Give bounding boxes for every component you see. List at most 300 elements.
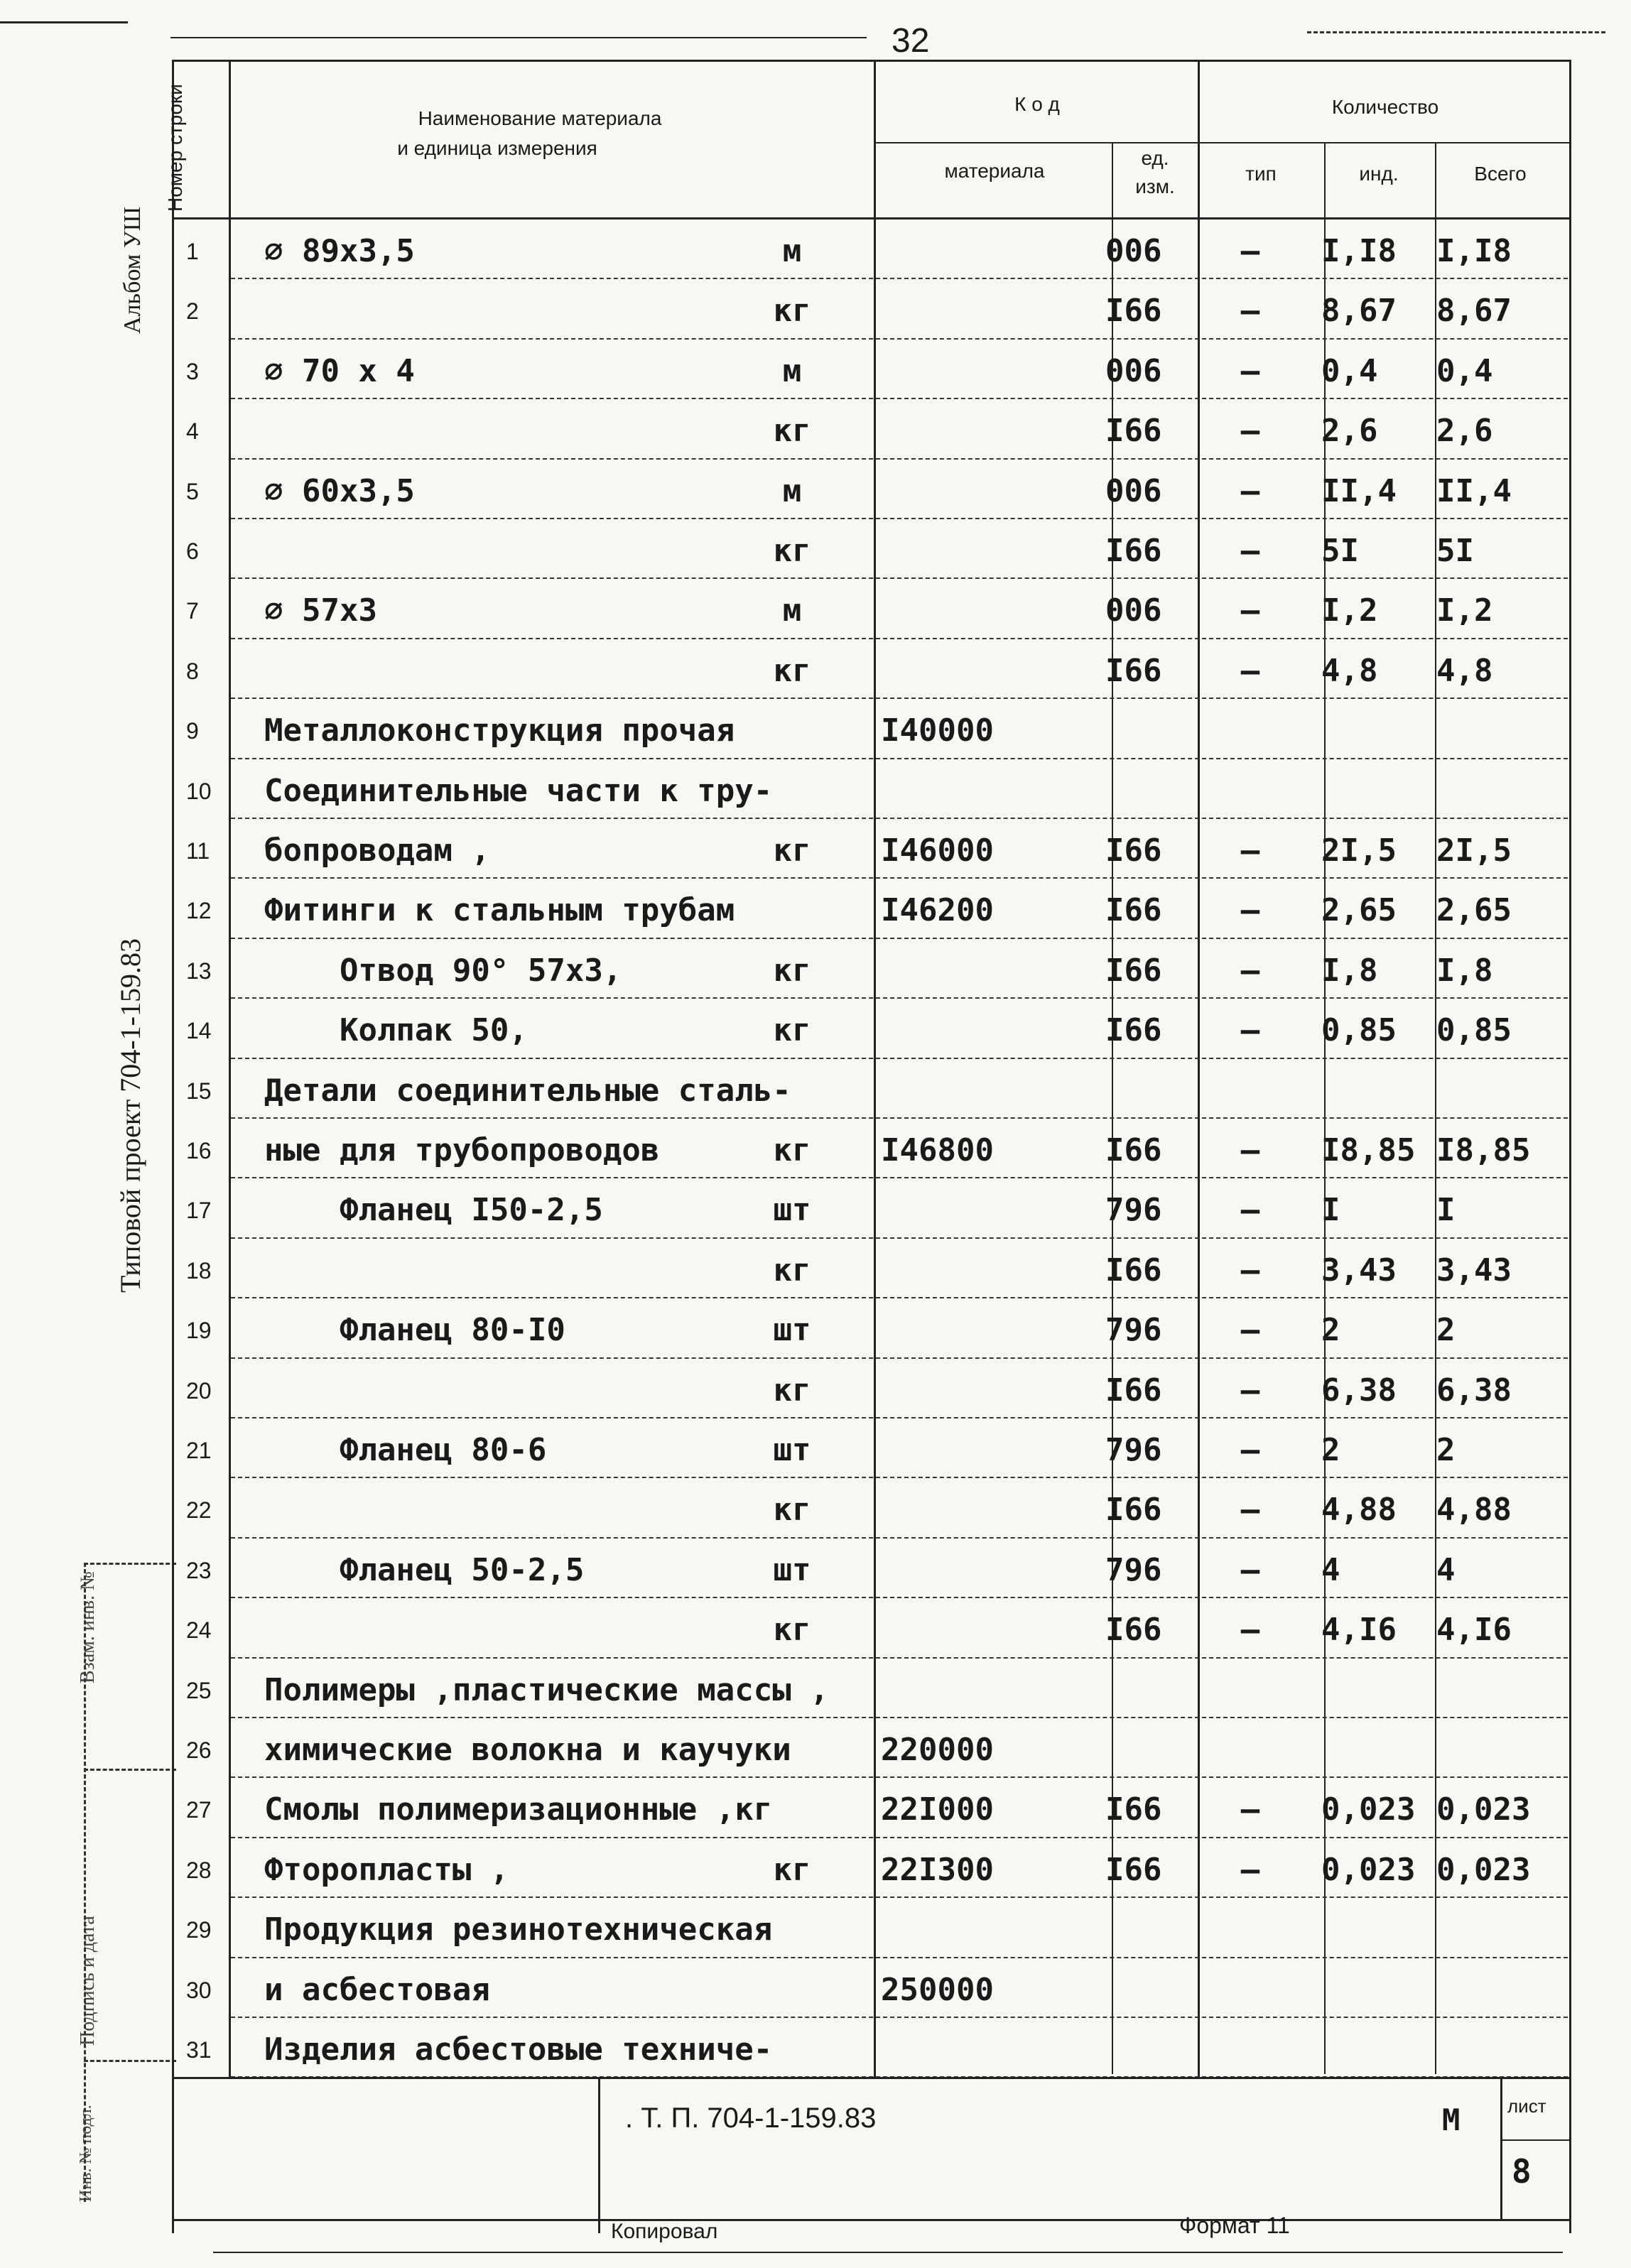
row-number-cell: 18 xyxy=(186,1257,212,1284)
unit-code-cell: 796 xyxy=(1105,1192,1162,1229)
qty-single-cell: 6,38 xyxy=(1321,1372,1397,1409)
material-code-cell xyxy=(881,1239,1037,1302)
side-cell-1: Взам. инв. № xyxy=(77,1571,99,1683)
material-name-cell: ⌀ 70 x 4 xyxy=(264,352,415,389)
unit-cell xyxy=(753,1659,831,1722)
unit-code-cell: I66 xyxy=(1105,952,1162,989)
material-code-cell: I46000 xyxy=(881,832,994,869)
album-label: Альбом УШ xyxy=(119,206,146,334)
qty-total-cell: I8,85 xyxy=(1436,1132,1531,1168)
qty-single-cell xyxy=(1321,700,1414,762)
qty-type-cell xyxy=(1193,760,1307,823)
top-mark-left xyxy=(0,21,128,23)
project-label: Типовой проект 704-1-159.83 xyxy=(114,938,146,1293)
table-row xyxy=(0,280,1631,342)
table-row xyxy=(0,400,1631,462)
page-number: 32 xyxy=(892,22,930,60)
table-row xyxy=(0,700,1631,762)
material-code-cell: I46200 xyxy=(881,892,994,929)
unit-code-cell xyxy=(1105,760,1191,823)
qty-single-cell: 2,65 xyxy=(1321,892,1397,929)
unit-code-cell: I66 xyxy=(1105,533,1162,569)
header-mid xyxy=(874,142,1571,143)
unit-code-cell xyxy=(1105,1719,1191,1781)
unit-cell: шт xyxy=(773,1312,811,1349)
unit-code-cell xyxy=(1105,1959,1191,2022)
unit-code-cell xyxy=(1105,1899,1191,1961)
qty-single-cell: I8,85 xyxy=(1321,1132,1416,1168)
material-code-cell xyxy=(881,220,1037,283)
qty-single-cell: II,4 xyxy=(1321,472,1397,509)
row-number-cell: 20 xyxy=(186,1377,212,1404)
qty-single-cell xyxy=(1321,1659,1414,1722)
unit-code-cell: I66 xyxy=(1105,1012,1162,1049)
qty-type-cell: – xyxy=(1240,1432,1260,1468)
unit-cell: кг xyxy=(773,832,811,869)
unit-code-cell: I66 xyxy=(1105,1132,1162,1168)
material-name-cell: Соединительные части к тру- xyxy=(264,772,773,809)
material-name-cell: Отвод 90° 57x3, xyxy=(264,952,622,989)
table-row xyxy=(0,1659,1631,1722)
qty-type-cell: – xyxy=(1240,1192,1260,1229)
qty-total-cell: 2,6 xyxy=(1436,413,1493,450)
material-name-cell: Детали соединительные сталь- xyxy=(264,1072,791,1109)
table-row xyxy=(0,1959,1631,2022)
qty-type-cell xyxy=(1193,1899,1307,1961)
row-separator xyxy=(231,398,1568,399)
qty-total-cell xyxy=(1436,1719,1550,1781)
row-number-cell: 17 xyxy=(186,1198,212,1224)
header-name-line2: и единица измерения xyxy=(397,137,597,159)
qty-single-cell: 8,67 xyxy=(1321,293,1397,330)
row-number-cell: 29 xyxy=(186,1917,212,1943)
stamp-div2 xyxy=(1500,2077,1502,2219)
row-separator xyxy=(231,1237,1568,1239)
stamp-sheet-label: лист xyxy=(1507,2095,1546,2117)
qty-total-cell: 2,65 xyxy=(1436,892,1512,929)
qty-total-cell: II,4 xyxy=(1436,472,1512,509)
qty-total-cell: 5I xyxy=(1436,533,1474,569)
qty-type-cell: – xyxy=(1240,533,1260,569)
table-row xyxy=(0,1360,1631,1422)
stamp-sheet-line xyxy=(1500,2139,1571,2141)
unit-code-cell xyxy=(1105,700,1191,762)
unit-code-cell: I66 xyxy=(1105,652,1162,689)
material-code-cell xyxy=(881,1360,1037,1422)
material-code-cell xyxy=(881,999,1037,1062)
stamp-sheet-number: 8 xyxy=(1512,2152,1532,2191)
qty-total-cell: 4 xyxy=(1436,1551,1456,1588)
qty-total-cell: 0,85 xyxy=(1436,1012,1512,1049)
unit-cell: кг xyxy=(773,533,811,569)
row-separator xyxy=(231,877,1568,879)
qty-type-cell: – xyxy=(1240,413,1260,450)
qty-single-cell xyxy=(1321,1899,1414,1961)
table-row xyxy=(0,2019,1631,2081)
unit-code-cell: I66 xyxy=(1105,1492,1162,1529)
row-number-cell: 2 xyxy=(186,298,199,325)
qty-type-cell: – xyxy=(1240,1372,1260,1409)
table-row xyxy=(0,460,1631,523)
row-number-cell: 9 xyxy=(186,718,199,744)
qty-type-cell: – xyxy=(1240,1612,1260,1649)
unit-cell xyxy=(753,760,831,823)
table-row xyxy=(0,220,1631,283)
header-code-material: материала xyxy=(944,160,1045,182)
table-row xyxy=(0,1179,1631,1242)
table-row xyxy=(0,760,1631,823)
material-name-cell: ⌀ 60x3,5 xyxy=(264,472,415,509)
frame-top xyxy=(172,60,1571,62)
qty-total-cell xyxy=(1436,1899,1550,1961)
table-row xyxy=(0,1060,1631,1122)
unit-cell: шт xyxy=(773,1432,811,1468)
row-number-cell: 25 xyxy=(186,1677,212,1703)
material-name-cell: Металлоконструкция прочая xyxy=(264,712,735,749)
row-number-cell: 16 xyxy=(186,1138,212,1163)
table-row xyxy=(0,1479,1631,1541)
row-number-cell: 15 xyxy=(186,1078,212,1104)
material-code-cell xyxy=(881,1479,1037,1541)
header-code-unit-1: ед. xyxy=(1141,147,1169,169)
qty-type-cell: – xyxy=(1240,832,1260,869)
qty-total-cell: 3,43 xyxy=(1436,1252,1512,1288)
table-row xyxy=(0,1419,1631,1482)
qty-single-cell: I,8 xyxy=(1321,952,1378,989)
row-number-cell: 3 xyxy=(186,358,199,384)
unit-code-cell: 006 xyxy=(1105,472,1162,509)
qty-type-cell xyxy=(1193,1719,1307,1781)
qty-single-cell: 0,023 xyxy=(1321,1791,1416,1828)
qty-total-cell: 4,I6 xyxy=(1436,1612,1512,1649)
unit-cell: кг xyxy=(773,1851,811,1888)
row-separator xyxy=(231,1657,1568,1659)
row-number-cell: 11 xyxy=(186,838,210,864)
row-number-cell: 4 xyxy=(186,418,199,445)
row-number-cell: 6 xyxy=(186,538,199,564)
unit-code-cell: 796 xyxy=(1105,1551,1162,1588)
material-code-cell xyxy=(881,1299,1037,1362)
table-row xyxy=(0,1779,1631,1841)
qty-type-cell: – xyxy=(1240,652,1260,689)
table-row xyxy=(0,1299,1631,1362)
material-code-cell xyxy=(881,1419,1037,1482)
material-code-cell xyxy=(881,580,1037,642)
material-name-cell: ⌀ 89x3,5 xyxy=(264,233,415,269)
qty-total-cell: 0,4 xyxy=(1436,352,1493,389)
material-code-cell: 220000 xyxy=(881,1732,994,1768)
table-row xyxy=(0,1899,1631,1961)
unit-cell xyxy=(753,1899,831,1961)
row-number-cell: 5 xyxy=(186,478,199,504)
qty-total-cell xyxy=(1436,760,1550,823)
row-separator xyxy=(231,1717,1568,1718)
row-number-cell: 30 xyxy=(186,1977,212,2003)
qty-total-cell: I,8 xyxy=(1436,952,1493,989)
header-qty-single: инд. xyxy=(1359,163,1399,185)
unit-code-cell: 006 xyxy=(1105,592,1162,629)
footer-line xyxy=(213,2252,1563,2253)
unit-cell: кг xyxy=(773,1132,811,1168)
material-name-cell: Смолы полимеризационные ,кг xyxy=(264,1791,773,1828)
qty-type-cell xyxy=(1193,1659,1307,1722)
header-row-number: Номер строки xyxy=(164,84,186,212)
unit-code-cell: I66 xyxy=(1105,293,1162,330)
unit-cell: кг xyxy=(773,952,811,989)
unit-cell xyxy=(753,879,831,942)
unit-code-cell: I66 xyxy=(1105,1791,1162,1828)
unit-code-cell xyxy=(1105,1659,1191,1722)
row-separator xyxy=(231,1297,1568,1298)
row-separator xyxy=(231,1417,1568,1418)
material-name-cell: и асбестовая xyxy=(264,1971,490,2008)
unit-code-cell: I66 xyxy=(1105,1851,1162,1888)
qty-type-cell: – xyxy=(1240,1012,1260,1049)
unit-cell: кг xyxy=(773,1012,811,1049)
material-code-cell xyxy=(881,400,1037,462)
header-qty-type: тип xyxy=(1245,163,1277,185)
table-row xyxy=(0,999,1631,1062)
row-number-cell: 19 xyxy=(186,1318,212,1344)
top-mark-right xyxy=(1307,31,1605,33)
qty-type-cell: – xyxy=(1240,472,1260,509)
material-code-cell xyxy=(881,1899,1037,1961)
footer-copied: Копировал xyxy=(611,2220,718,2243)
qty-type-cell: – xyxy=(1240,1312,1260,1349)
qty-type-cell xyxy=(1193,700,1307,762)
material-code-cell xyxy=(881,1060,1037,1122)
material-code-cell xyxy=(881,280,1037,342)
material-code-cell: 22I300 xyxy=(881,1851,994,1888)
stamp-bottom xyxy=(172,2219,1571,2221)
qty-single-cell xyxy=(1321,1959,1414,2022)
qty-total-cell: 4,88 xyxy=(1436,1492,1512,1529)
unit-cell: кг xyxy=(773,1492,811,1529)
row-number-cell: 12 xyxy=(186,898,212,924)
header-bottom xyxy=(172,217,1571,219)
row-separator xyxy=(231,1357,1568,1359)
row-number-cell: 31 xyxy=(186,2037,212,2063)
table-row xyxy=(0,820,1631,882)
qty-single-cell xyxy=(1321,760,1414,823)
material-code-cell xyxy=(881,1179,1037,1242)
qty-single-cell: 2 xyxy=(1321,1312,1340,1349)
row-separator xyxy=(231,458,1568,460)
qty-total-cell xyxy=(1436,1959,1550,2022)
qty-single-cell: 2,6 xyxy=(1321,413,1378,450)
unit-code-cell: I66 xyxy=(1105,832,1162,869)
material-code-cell xyxy=(881,340,1037,403)
footer-format: Формат 11 xyxy=(1179,2213,1290,2238)
row-number-cell: 8 xyxy=(186,658,199,684)
table-row xyxy=(0,340,1631,403)
table-row xyxy=(0,1239,1631,1302)
qty-single-cell: 4,8 xyxy=(1321,652,1378,689)
material-name-cell: ⌀ 57x3 xyxy=(264,592,377,629)
material-name-cell: Фитинги к стальным трубам xyxy=(264,892,735,929)
unit-code-cell xyxy=(1105,1060,1191,1122)
unit-cell: кг xyxy=(773,1252,811,1288)
unit-code-cell: I66 xyxy=(1105,1372,1162,1409)
row-number-cell: 22 xyxy=(186,1497,212,1524)
header-code-unit-2: изм. xyxy=(1135,175,1175,197)
material-code-cell xyxy=(881,1539,1037,1602)
row-number-cell: 21 xyxy=(186,1438,212,1463)
top-line xyxy=(170,37,867,38)
unit-cell: кг xyxy=(773,1612,811,1649)
qty-total-cell xyxy=(1436,700,1550,762)
qty-total-cell: 2 xyxy=(1436,1432,1456,1468)
row-separator xyxy=(231,1597,1568,1598)
unit-code-cell: I66 xyxy=(1105,413,1162,450)
row-separator xyxy=(231,1537,1568,1539)
row-number-cell: 26 xyxy=(186,1737,212,1763)
unit-code-cell: I66 xyxy=(1105,1612,1162,1649)
material-name-cell: бопроводам , xyxy=(264,832,490,869)
unit-cell: шт xyxy=(773,1551,811,1588)
row-separator xyxy=(231,577,1568,579)
qty-total-cell: I,I8 xyxy=(1436,233,1512,269)
qty-single-cell: 0,023 xyxy=(1321,1851,1416,1888)
material-name-cell: Фланец 50-2,5 xyxy=(264,1551,585,1588)
material-code-cell: I46800 xyxy=(881,1132,994,1168)
unit-cell: м xyxy=(782,472,802,509)
header-code: К о д xyxy=(1014,93,1060,115)
unit-cell: м xyxy=(782,352,802,389)
table-row xyxy=(0,640,1631,702)
table-row xyxy=(0,879,1631,942)
material-code-cell xyxy=(881,1659,1037,1722)
row-number-cell: 7 xyxy=(186,598,199,624)
qty-single-cell: 3,43 xyxy=(1321,1252,1397,1288)
qty-single-cell: 4,I6 xyxy=(1321,1612,1397,1649)
qty-total-cell xyxy=(1436,2019,1550,2081)
qty-type-cell: – xyxy=(1240,1791,1260,1828)
material-name-cell: Продукция резинотехническая xyxy=(264,1911,773,1948)
material-name-cell: ные для трубопроводов xyxy=(264,1132,660,1168)
row-separator xyxy=(231,278,1568,279)
row-separator xyxy=(231,518,1568,519)
table-row xyxy=(0,1539,1631,1602)
unit-code-cell: I66 xyxy=(1105,1252,1162,1288)
unit-code-cell xyxy=(1105,2019,1191,2081)
row-number-cell: 14 xyxy=(186,1018,212,1044)
table-row xyxy=(0,940,1631,1002)
row-separator xyxy=(231,1957,1568,1958)
row-number-cell: 27 xyxy=(186,1797,212,1823)
row-separator xyxy=(231,818,1568,819)
qty-total-cell: 0,023 xyxy=(1436,1851,1531,1888)
qty-total-cell xyxy=(1436,1060,1550,1122)
stamp-div1 xyxy=(598,2077,600,2233)
row-separator xyxy=(231,1177,1568,1178)
qty-total-cell: 4,8 xyxy=(1436,652,1493,689)
qty-total-cell: 2 xyxy=(1436,1312,1456,1349)
qty-type-cell: – xyxy=(1240,892,1260,929)
material-code-cell xyxy=(881,460,1037,523)
qty-total-cell: 0,023 xyxy=(1436,1791,1531,1828)
unit-cell xyxy=(753,1959,831,2022)
qty-total-cell: 2I,5 xyxy=(1436,832,1512,869)
qty-type-cell: – xyxy=(1240,293,1260,330)
material-code-cell xyxy=(881,760,1037,823)
unit-cell: м xyxy=(782,592,802,629)
qty-total-cell xyxy=(1436,1659,1550,1722)
row-separator xyxy=(231,1897,1568,1898)
row-separator xyxy=(231,1776,1568,1778)
row-separator xyxy=(231,758,1568,759)
qty-single-cell: I xyxy=(1321,1192,1340,1229)
unit-code-cell: 796 xyxy=(1105,1432,1162,1468)
row-number-cell: 1 xyxy=(186,239,199,264)
row-separator xyxy=(231,338,1568,340)
qty-total-cell: I,2 xyxy=(1436,592,1493,629)
row-separator xyxy=(231,698,1568,699)
stamp-doc-code: . Т. П. 704-1-159.83 xyxy=(625,2102,877,2134)
material-name-cell: Фланец 80-6 xyxy=(264,1432,547,1468)
qty-single-cell: 2 xyxy=(1321,1432,1340,1468)
stamp-letter: М xyxy=(1442,2102,1461,2137)
qty-type-cell: – xyxy=(1240,592,1260,629)
table-row xyxy=(0,1839,1631,1901)
row-separator xyxy=(231,997,1568,999)
qty-type-cell: – xyxy=(1240,1492,1260,1529)
table-row xyxy=(0,520,1631,582)
material-name-cell: Фторопласты , xyxy=(264,1851,509,1888)
row-separator xyxy=(231,1477,1568,1478)
header-qty-total: Всего xyxy=(1474,163,1527,185)
qty-single-cell xyxy=(1321,1060,1414,1122)
unit-cell xyxy=(753,1779,831,1841)
qty-single-cell: 5I xyxy=(1321,533,1359,569)
qty-single-cell: I,2 xyxy=(1321,592,1378,629)
header-quantity: Количество xyxy=(1331,96,1439,118)
row-number-cell: 10 xyxy=(186,778,212,804)
qty-type-cell: – xyxy=(1240,952,1260,989)
unit-cell xyxy=(753,2019,831,2081)
material-name-cell: Колпак 50, xyxy=(264,1012,528,1049)
unit-cell: шт xyxy=(773,1192,811,1229)
material-code-cell: 22I000 xyxy=(881,1791,994,1828)
material-code-cell xyxy=(881,640,1037,702)
qty-type-cell: – xyxy=(1240,1252,1260,1288)
qty-type-cell xyxy=(1193,2019,1307,2081)
table-row xyxy=(0,1119,1631,1182)
row-separator xyxy=(231,638,1568,639)
row-number-cell: 23 xyxy=(186,1557,212,1583)
row-separator xyxy=(231,2017,1568,2018)
qty-single-cell xyxy=(1321,1719,1414,1781)
row-separator xyxy=(231,938,1568,939)
material-code-cell: I40000 xyxy=(881,712,994,749)
unit-cell: м xyxy=(782,233,802,269)
qty-type-cell: – xyxy=(1240,233,1260,269)
row-number-cell: 24 xyxy=(186,1617,212,1644)
side-cell-2: Подпись и дата xyxy=(77,1916,99,2046)
qty-type-cell: – xyxy=(1240,352,1260,389)
qty-type-cell xyxy=(1193,1060,1307,1122)
material-name-cell: Фланец I50-2,5 xyxy=(264,1192,603,1229)
table-row xyxy=(0,580,1631,642)
unit-code-cell: 006 xyxy=(1105,352,1162,389)
qty-type-cell: – xyxy=(1240,1132,1260,1168)
material-code-cell xyxy=(881,1599,1037,1661)
unit-cell xyxy=(753,1719,831,1781)
unit-cell: кг xyxy=(773,652,811,689)
qty-type-cell: – xyxy=(1240,1551,1260,1588)
row-separator xyxy=(231,1837,1568,1838)
qty-total-cell: 8,67 xyxy=(1436,293,1512,330)
